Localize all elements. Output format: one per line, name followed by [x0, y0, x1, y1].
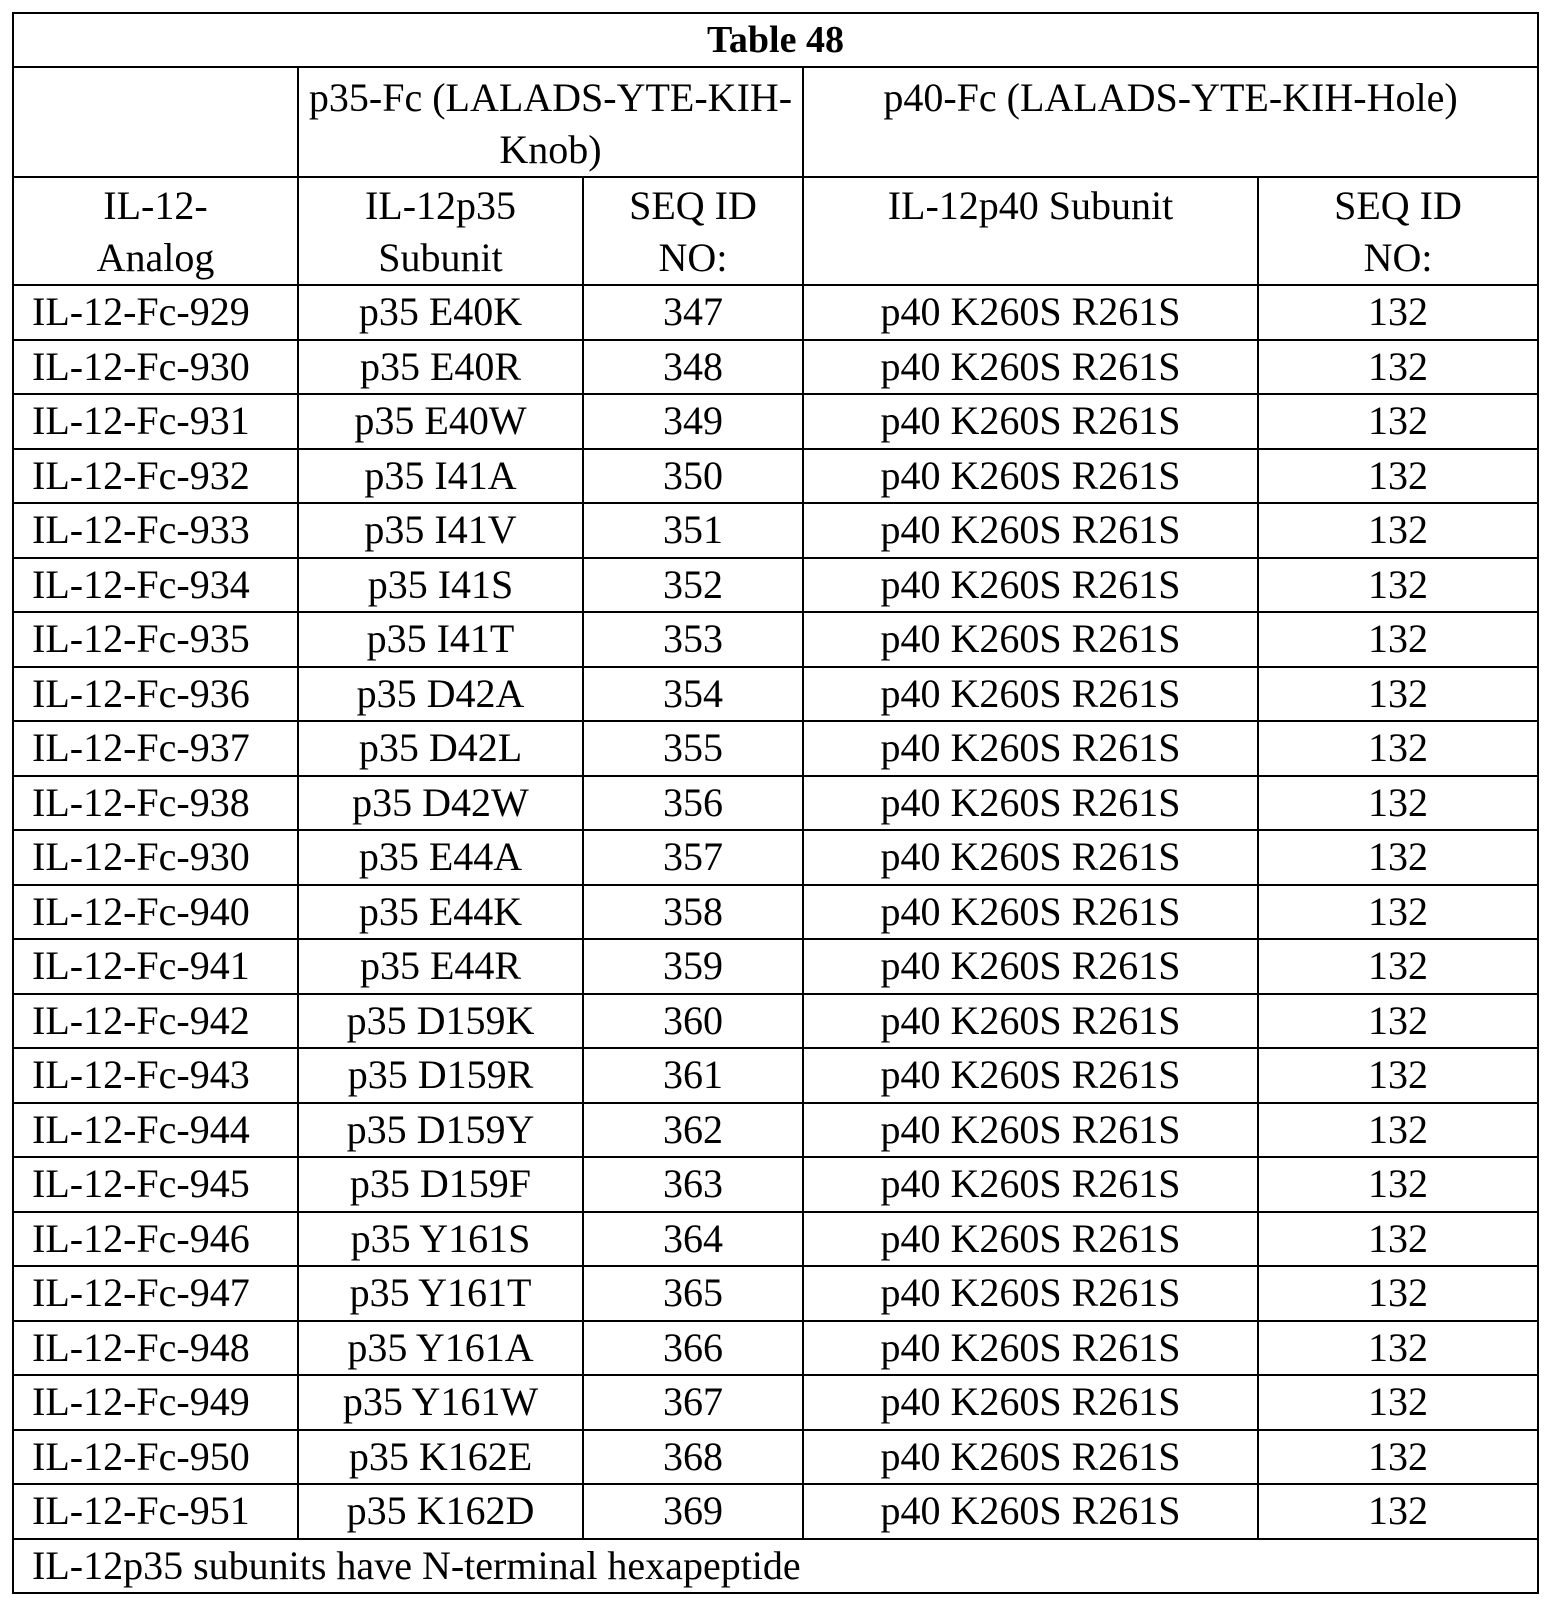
table-row	[13, 285, 1538, 340]
p35-subunit-cell: p35 I41A	[298, 449, 583, 504]
p35-seq-id-cell: 355	[583, 721, 803, 776]
analog-cell: IL-12-Fc-942	[13, 994, 298, 1049]
data-table	[12, 12, 1539, 1594]
table-title-row	[13, 13, 1538, 67]
p35-seq-id-cell: 366	[583, 1321, 803, 1376]
p35-subunit-cell: p35 D159F	[298, 1157, 583, 1212]
analog-cell: IL-12-Fc-950	[13, 1430, 298, 1485]
p40-subunit-column-header: IL-12p40 Subunit	[803, 177, 1258, 285]
p35-seq-id-cell: 365	[583, 1266, 803, 1321]
p35-subunit-cell: p35 D42W	[298, 776, 583, 831]
analog-cell: IL-12-Fc-937	[13, 721, 298, 776]
analog-column-header: IL-12-Analog	[13, 177, 298, 285]
p35-seq-id-cell: 367	[583, 1375, 803, 1430]
analog-cell: IL-12-Fc-946	[13, 1212, 298, 1267]
analog-cell: IL-12-Fc-929	[13, 285, 298, 340]
p40-seq-id-cell: 132	[1258, 1430, 1538, 1485]
p35-seq-id-cell: 347	[583, 285, 803, 340]
analog-cell: IL-12-Fc-945	[13, 1157, 298, 1212]
table-row	[13, 994, 1538, 1049]
p35-subunit-cell: p35 Y161A	[298, 1321, 583, 1376]
analog-cell: IL-12-Fc-933	[13, 503, 298, 558]
p35-seq-id-cell: 363	[583, 1157, 803, 1212]
p40-seq-id-cell: 132	[1258, 830, 1538, 885]
p40-subunit-cell: p40 K260S R261S	[803, 449, 1258, 504]
analog-cell: IL-12-Fc-930	[13, 830, 298, 885]
table-row	[13, 612, 1538, 667]
p35-subunit-cell: p35 I41T	[298, 612, 583, 667]
table-row	[13, 776, 1538, 831]
table-row	[13, 939, 1538, 994]
analog-cell: IL-12-Fc-943	[13, 1048, 298, 1103]
table-row	[13, 1048, 1538, 1103]
p35-seq-id-cell: 360	[583, 994, 803, 1049]
p40-subunit-cell: p40 K260S R261S	[803, 285, 1258, 340]
p35-subunit-column-header: IL-12p35 Subunit	[298, 177, 583, 285]
empty-header-cell	[13, 67, 298, 177]
p35-subunit-cell: p35 E44A	[298, 830, 583, 885]
p40-seq-id-cell: 132	[1258, 885, 1538, 940]
p40-seq-id-cell: 132	[1258, 1375, 1538, 1430]
table-row	[13, 503, 1538, 558]
p40-seq-id-cell: 132	[1258, 1103, 1538, 1158]
p40-subunit-cell: p40 K260S R261S	[803, 776, 1258, 831]
p40-seq-id-cell: 132	[1258, 285, 1538, 340]
p40-subunit-cell: p40 K260S R261S	[803, 1321, 1258, 1376]
p35-seq-id-cell: 349	[583, 394, 803, 449]
table-title: Table 48	[13, 13, 1538, 67]
p35-subunit-cell: p35 E40W	[298, 394, 583, 449]
table-row	[13, 1430, 1538, 1485]
p35-seq-id-cell: 353	[583, 612, 803, 667]
p35-subunit-cell: p35 D159R	[298, 1048, 583, 1103]
p35-subunit-cell: p35 Y161W	[298, 1375, 583, 1430]
p40-subunit-cell: p40 K260S R261S	[803, 939, 1258, 994]
p40-subunit-cell: p40 K260S R261S	[803, 1484, 1258, 1539]
group-header-row	[13, 67, 1538, 177]
p35-subunit-cell: p35 D42L	[298, 721, 583, 776]
p40-subunit-cell: p40 K260S R261S	[803, 667, 1258, 722]
p35-subunit-cell: p35 E40K	[298, 285, 583, 340]
table-footnote: IL-12p35 subunits have N-terminal hexapeptide	[13, 1539, 1538, 1593]
table-row	[13, 721, 1538, 776]
p35-seq-id-cell: 352	[583, 558, 803, 613]
p35-seq-id-cell: 354	[583, 667, 803, 722]
table-row	[13, 1103, 1538, 1158]
p40-subunit-cell: p40 K260S R261S	[803, 1103, 1258, 1158]
p35-subunit-cell: p35 D42A	[298, 667, 583, 722]
p35-seq-id-cell: 368	[583, 1430, 803, 1485]
p40-seq-id-cell: 132	[1258, 558, 1538, 613]
p35-seq-id-cell: 348	[583, 340, 803, 395]
p40-seq-id-cell: 132	[1258, 1266, 1538, 1321]
p40-seq-id-cell: 132	[1258, 612, 1538, 667]
analog-cell: IL-12-Fc-948	[13, 1321, 298, 1376]
p40-seq-id-cell: 132	[1258, 1048, 1538, 1103]
table-row	[13, 1266, 1538, 1321]
analog-cell: IL-12-Fc-944	[13, 1103, 298, 1158]
p35-subunit-cell: p35 E44K	[298, 885, 583, 940]
table-row	[13, 667, 1538, 722]
p35-subunit-cell: p35 K162D	[298, 1484, 583, 1539]
analog-cell: IL-12-Fc-949	[13, 1375, 298, 1430]
p40-seq-id-cell: 132	[1258, 394, 1538, 449]
footnote-row	[13, 1539, 1538, 1593]
p40-subunit-cell: p40 K260S R261S	[803, 885, 1258, 940]
p35-seq-id-cell: 359	[583, 939, 803, 994]
p35-seq-id-cell: 369	[583, 1484, 803, 1539]
p35-seq-id-cell: 358	[583, 885, 803, 940]
p40-subunit-cell: p40 K260S R261S	[803, 394, 1258, 449]
p40-seq-id-cell: 132	[1258, 1212, 1538, 1267]
analog-cell: IL-12-Fc-936	[13, 667, 298, 722]
p40-subunit-cell: p40 K260S R261S	[803, 994, 1258, 1049]
p40-seq-id-cell: 132	[1258, 1157, 1538, 1212]
p40-seq-id-cell: 132	[1258, 340, 1538, 395]
p40-seq-id-column-header: SEQ ID NO:	[1258, 177, 1538, 285]
p40-subunit-cell: p40 K260S R261S	[803, 1048, 1258, 1103]
analog-cell: IL-12-Fc-941	[13, 939, 298, 994]
table-row	[13, 1484, 1538, 1539]
analog-cell: IL-12-Fc-940	[13, 885, 298, 940]
table-row	[13, 1321, 1538, 1376]
analog-cell: IL-12-Fc-951	[13, 1484, 298, 1539]
table-body	[13, 285, 1538, 1539]
p35-group-header: p35-Fc (LALADS-YTE-KIH-Knob)	[298, 67, 803, 177]
p40-subunit-cell: p40 K260S R261S	[803, 1430, 1258, 1485]
column-header-row	[13, 177, 1538, 285]
p35-seq-id-column-header: SEQ ID NO:	[583, 177, 803, 285]
p40-subunit-cell: p40 K260S R261S	[803, 1266, 1258, 1321]
p35-seq-id-cell: 351	[583, 503, 803, 558]
p40-seq-id-cell: 132	[1258, 721, 1538, 776]
table-row	[13, 340, 1538, 395]
analog-cell: IL-12-Fc-931	[13, 394, 298, 449]
p35-subunit-cell: p35 K162E	[298, 1430, 583, 1485]
p40-seq-id-cell: 132	[1258, 667, 1538, 722]
p40-seq-id-cell: 132	[1258, 776, 1538, 831]
p40-subunit-cell: p40 K260S R261S	[803, 1212, 1258, 1267]
table-row	[13, 558, 1538, 613]
analog-cell: IL-12-Fc-934	[13, 558, 298, 613]
p35-subunit-cell: p35 I41V	[298, 503, 583, 558]
p40-seq-id-cell: 132	[1258, 994, 1538, 1049]
analog-cell: IL-12-Fc-938	[13, 776, 298, 831]
table-row	[13, 449, 1538, 504]
p40-seq-id-cell: 132	[1258, 1321, 1538, 1376]
p40-subunit-cell: p40 K260S R261S	[803, 1157, 1258, 1212]
p35-subunit-cell: p35 E40R	[298, 340, 583, 395]
p35-seq-id-cell: 350	[583, 449, 803, 504]
p40-subunit-cell: p40 K260S R261S	[803, 558, 1258, 613]
table-row	[13, 394, 1538, 449]
p35-subunit-cell: p35 Y161T	[298, 1266, 583, 1321]
p40-seq-id-cell: 132	[1258, 503, 1538, 558]
p35-subunit-cell: p35 E44R	[298, 939, 583, 994]
p40-seq-id-cell: 132	[1258, 449, 1538, 504]
p35-subunit-cell: p35 I41S	[298, 558, 583, 613]
p40-subunit-cell: p40 K260S R261S	[803, 1375, 1258, 1430]
p40-subunit-cell: p40 K260S R261S	[803, 612, 1258, 667]
table-row	[13, 1375, 1538, 1430]
p40-seq-id-cell: 132	[1258, 939, 1538, 994]
p35-subunit-cell: p35 D159K	[298, 994, 583, 1049]
p35-subunit-cell: p35 Y161S	[298, 1212, 583, 1267]
table-row	[13, 1157, 1538, 1212]
table-row	[13, 885, 1538, 940]
p35-seq-id-cell: 357	[583, 830, 803, 885]
p40-subunit-cell: p40 K260S R261S	[803, 721, 1258, 776]
p40-group-header: p40-Fc (LALADS-YTE-KIH-Hole)	[803, 67, 1538, 177]
p35-seq-id-cell: 361	[583, 1048, 803, 1103]
p40-subunit-cell: p40 K260S R261S	[803, 340, 1258, 395]
p40-subunit-cell: p40 K260S R261S	[803, 503, 1258, 558]
table-row	[13, 830, 1538, 885]
table-row	[13, 1212, 1538, 1267]
analog-cell: IL-12-Fc-930	[13, 340, 298, 395]
p35-seq-id-cell: 364	[583, 1212, 803, 1267]
p35-subunit-cell: p35 D159Y	[298, 1103, 583, 1158]
p40-seq-id-cell: 132	[1258, 1484, 1538, 1539]
analog-cell: IL-12-Fc-932	[13, 449, 298, 504]
analog-cell: IL-12-Fc-935	[13, 612, 298, 667]
analog-cell: IL-12-Fc-947	[13, 1266, 298, 1321]
p40-subunit-cell: p40 K260S R261S	[803, 830, 1258, 885]
p35-seq-id-cell: 356	[583, 776, 803, 831]
p35-seq-id-cell: 362	[583, 1103, 803, 1158]
